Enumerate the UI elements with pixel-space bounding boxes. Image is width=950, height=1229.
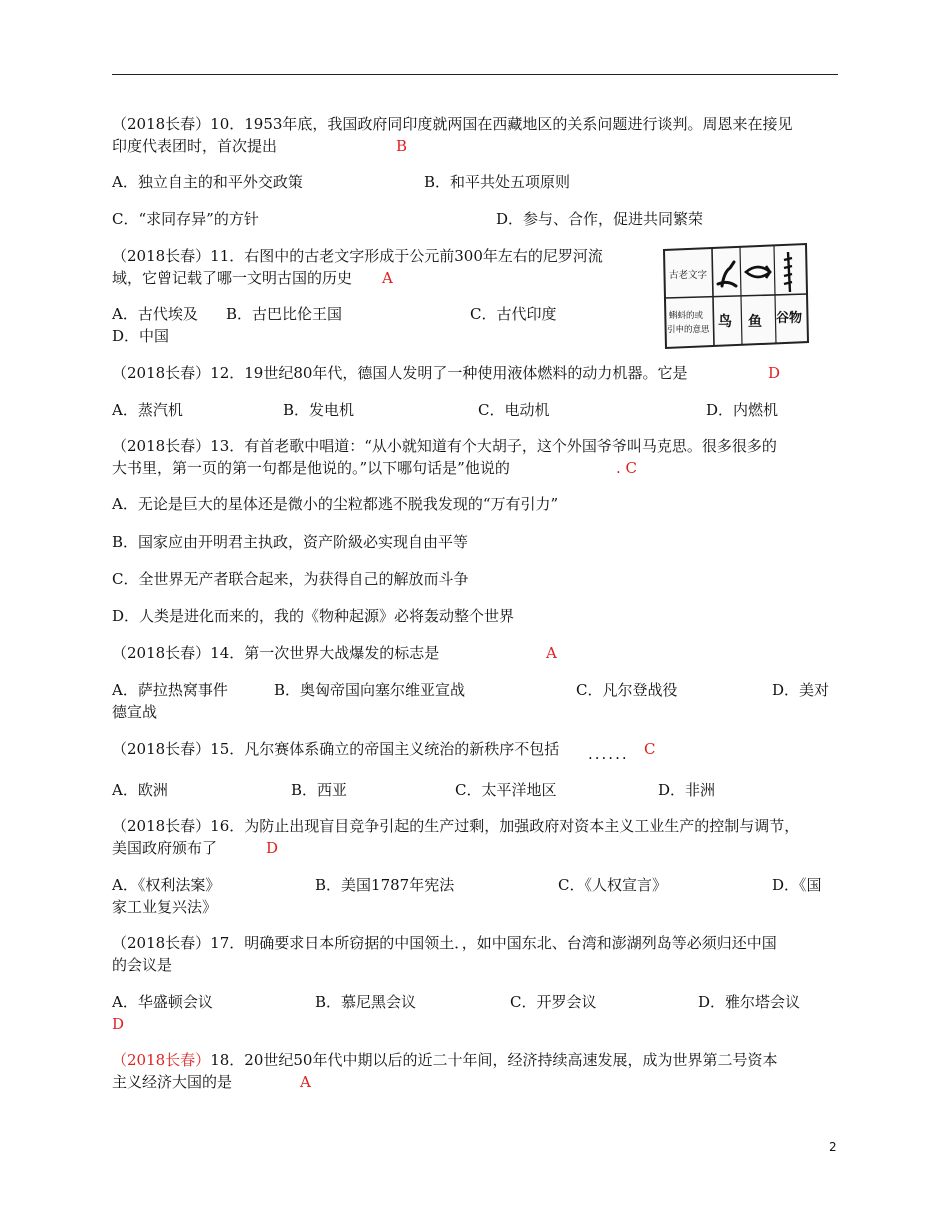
q18-stem-line1 [112, 1050, 777, 1070]
q13-answer: . C [616, 459, 638, 477]
q11-option-a: A．古代埃及 [112, 305, 198, 323]
q18-answer: A [300, 1073, 311, 1091]
q10-answer: B [396, 137, 408, 155]
q14-answer: A [546, 644, 557, 662]
q12-option-a: A．蒸汽机 [112, 401, 183, 419]
q15-option-b: B．西亚 [291, 781, 348, 799]
hieroglyph-table-image [660, 242, 810, 352]
q17-stem-line1: （2018长春）17．明确要求日本所窃据的中国领土．，如中国东北、台湾和澎湖列岛等必须归还中国 [112, 934, 777, 952]
q13-stem-line1: （2018长春）13．有首老歌中唱道：“从小就知道有个大胡子，这个外国爷爷叫马克思。很多很多的 [112, 437, 777, 455]
q12-option-d: D．内燃机 [706, 401, 779, 419]
figure-label-meaning-1: 蝌蚪的或 [669, 311, 704, 321]
q14-option-a: A．萨拉热窝事件 [112, 681, 228, 699]
q17-option-a: A．华盛顿会议 [112, 993, 213, 1011]
q11-option-b: B．古巴比伦王国 [226, 305, 343, 323]
q16-option-d-line1: D．《国 [772, 876, 822, 894]
q17-option-c: C．开罗会议 [510, 993, 597, 1011]
q11-stem-line1: （2018长春）11．右图中的古老文字形成于公元前300年左右的尼罗河流 [112, 247, 603, 265]
q16-stem-line2: 美国政府颁布了 [112, 839, 218, 857]
figure-meaning-grain: 谷物 [776, 311, 803, 326]
q11-option-d: D．中国 [112, 327, 170, 345]
figure-label-ancient-script: 古老文字 [669, 270, 708, 281]
q14-stem-line1: （2018长春）14．第一次世界大战爆发的标志是 [112, 644, 440, 662]
q12-option-c: C．电动机 [478, 401, 550, 419]
q12-answer: D [768, 364, 781, 382]
q10-stem-line1: （2018长春）10．1953年底，我国政府同印度就两国在西藏地区的关系问题进行谈判。周恩来在接见 [112, 115, 793, 133]
q15-option-a: A．欧洲 [112, 781, 168, 799]
header-rule [112, 74, 838, 75]
q16-stem-line1: （2018长春）16．为防止出现盲目竞争引起的生产过剩，加强政府对资本主义工业生产的控制与调节， [112, 817, 800, 835]
q14-option-c: C．凡尔登战役 [576, 681, 678, 699]
q18-stem-line2: 主义经济大国的是 [112, 1073, 233, 1091]
q13-option-d: D．人类是进化而来的，我的《物种起源》必将轰动整个世界 [112, 607, 515, 625]
q11-option-c: C．古代印度 [470, 305, 557, 323]
q16-answer: D [266, 839, 279, 857]
q14-option-d-line2: 德宣战 [112, 703, 158, 721]
q15-option-c: C．太平洋地区 [455, 781, 557, 799]
q16-option-b: B．美国1787年宪法 [315, 876, 455, 894]
figure-meaning-fish: 鱼 [748, 314, 762, 330]
q17-option-b: B．慕尼黑会议 [315, 993, 417, 1011]
q11-stem-line2: 域，它曾记载了哪一文明古国的历史 [112, 269, 353, 287]
figure-meaning-bird: 鸟 [718, 314, 732, 330]
q13-option-b: B．国家应由开明君主执政，资产阶級必实现自由平等 [112, 533, 469, 551]
q17-option-d: D．雅尔塔会议 [698, 993, 801, 1011]
q10-option-c: C．“求同存异”的方针 [112, 210, 259, 228]
q12-stem-line1: （2018长春）12．19世纪80年代，德国人发明了一种使用液体燃料的动力机器。它是 [112, 364, 688, 382]
q15-stem-line1: （2018长春）15．凡尔赛体系确立的帝国主义统治的新秩序不包括 [112, 740, 560, 758]
q16-option-a: A．《权利法案》 [112, 876, 221, 894]
q10-option-d: D．参与、合作，促进共同繁荣 [496, 210, 704, 228]
q18-source-tag: （2018长春） [112, 1051, 211, 1069]
q18-stem-text: 18．20世纪50年代中期以后的近二十年间，经济持续高速发展，成为世界第二号资本 [210, 1051, 778, 1069]
q11-answer: A [382, 269, 393, 287]
q16-option-d-line2: 家工业复兴法》 [112, 898, 218, 916]
q17-stem-line2: 的会议是 [112, 956, 173, 974]
q10-stem-line2: 印度代表团时，首次提出 [112, 137, 278, 155]
q14-option-b: B．奥匈帝国向塞尔维亚宣战 [274, 681, 466, 699]
q12-option-b: B．发电机 [283, 401, 355, 419]
figure-label-meaning-2: 引申的意思 [667, 325, 710, 335]
q10-option-a: A．独立自主的和平外交政策 [112, 173, 303, 191]
q17-answer: D [112, 1015, 125, 1033]
q14-option-d-line1: D．美对 [772, 681, 830, 699]
page-number: 2 [829, 1140, 837, 1154]
q15-answer: C [644, 740, 656, 758]
q15-option-d: D．非洲 [658, 781, 716, 799]
q10-option-b: B．和平共处五项原则 [424, 173, 571, 191]
q13-stem-line2: 大书里，第一页的第一句都是他说的。”以下哪句话是”他说的 [112, 459, 510, 477]
q13-option-c: C．全世界无产者联合起来，为获得自己的解放而斗争 [112, 570, 469, 588]
q15-emphasis-dots: ...... [588, 745, 629, 763]
q16-option-c: C．《人权宣言》 [558, 876, 667, 894]
q13-option-a: A．无论是巨大的星体还是微小的尘粒都逃不脱我发现的“万有引力” [112, 495, 559, 513]
